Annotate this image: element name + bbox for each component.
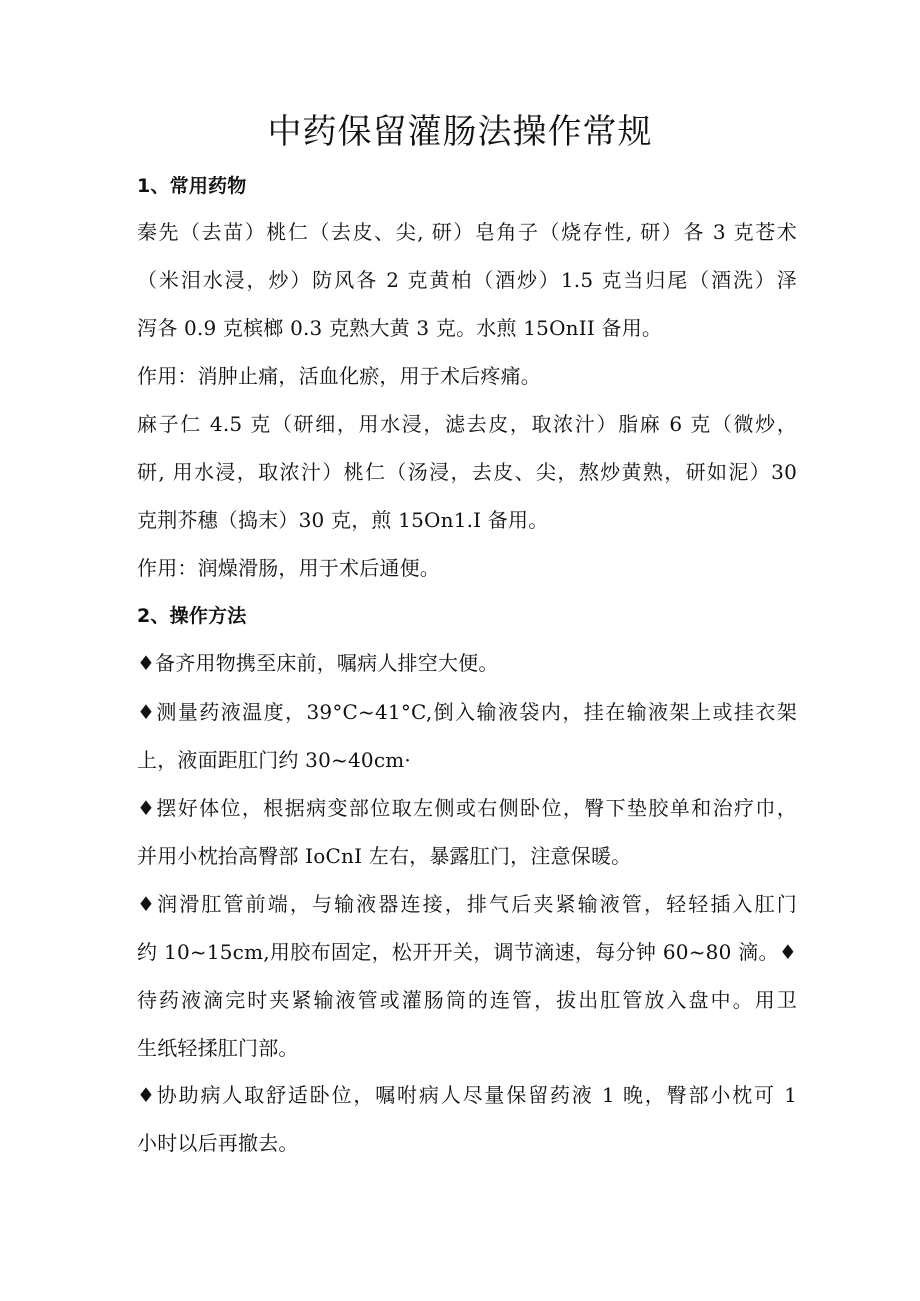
procedure-step-line: 小时以后再撤去。 (137, 1131, 299, 1155)
section-heading-procedure: 2、操作方法 (137, 605, 247, 627)
procedure-step-line: ♦测量药液温度，39°C~41°C,倒入输液袋内，挂在输液架上或挂衣架 (137, 700, 797, 724)
medicine-text-line: （米泪水浸，炒）防风各 2 克黄柏（酒炒）1.5 克当归尾（酒洗）泽 (137, 268, 797, 292)
medicine-text-line: 研, 用水浸，取浓汁）桃仁（汤浸，去皮、尖，熬炒黄熟，研如泥）30 (137, 460, 797, 484)
procedure-step-line: 待药液滴完时夹紧输液管或灌肠筒的连管，拔出肛管放入盘中。用卫 (137, 988, 797, 1012)
procedure-step-line: ♦摆好体位，根据病变部位取左侧或右侧卧位，臀下垫胶单和治疗巾， (137, 796, 797, 820)
procedure-step-line: ♦润滑肛管前端，与输液器连接，排气后夹紧输液管，轻轻插入肛门 (137, 892, 797, 916)
medicine-text-line: 麻子仁 4.5 克（研细，用水浸，滤去皮，取浓汁）脂麻 6 克（微炒， (137, 412, 797, 436)
procedure-step-line: ♦协助病人取舒适卧位，嘱咐病人尽量保留药液 1 晚，臀部小枕可 1 (137, 1083, 797, 1107)
effect-text-line: 作用：润燥滑肠，用于术后通便。 (137, 556, 440, 580)
procedure-step-line: ♦备齐用物携至床前，嘱病人排空大便。 (137, 651, 499, 675)
procedure-step-line: 并用小枕抬高臀部 IoCnI 左右，暴露肛门，注意保暖。 (137, 844, 632, 868)
effect-text-line: 作用：消肿止痛，活血化瘀，用于术后疼痛。 (137, 364, 541, 388)
section-heading-medicines: 1、常用药物 (137, 175, 247, 197)
medicine-text-line: 秦先（去苗）桃仁（去皮、尖, 研）皂角子（烧存性, 研）各 3 克苍术 (137, 220, 797, 244)
page-title: 中药保留灌肠法操作常规 (267, 112, 653, 152)
medicine-text-line: 克荆芥穗（捣末）30 克，煎 15On1.I 备用。 (137, 508, 549, 532)
procedure-step-line: 生纸轻揉肛门部。 (137, 1036, 299, 1060)
medicine-text-line: 泻各 0.9 克槟榔 0.3 克熟大黄 3 克。水煎 15OnII 备用。 (137, 316, 663, 340)
procedure-step-line: 约 10~15cm,用胶布固定，松开开关，调节滴速，每分钟 60~80 滴。♦ (137, 940, 797, 964)
procedure-step-line: 上，液面距肛门约 30~40cm· (137, 748, 411, 772)
